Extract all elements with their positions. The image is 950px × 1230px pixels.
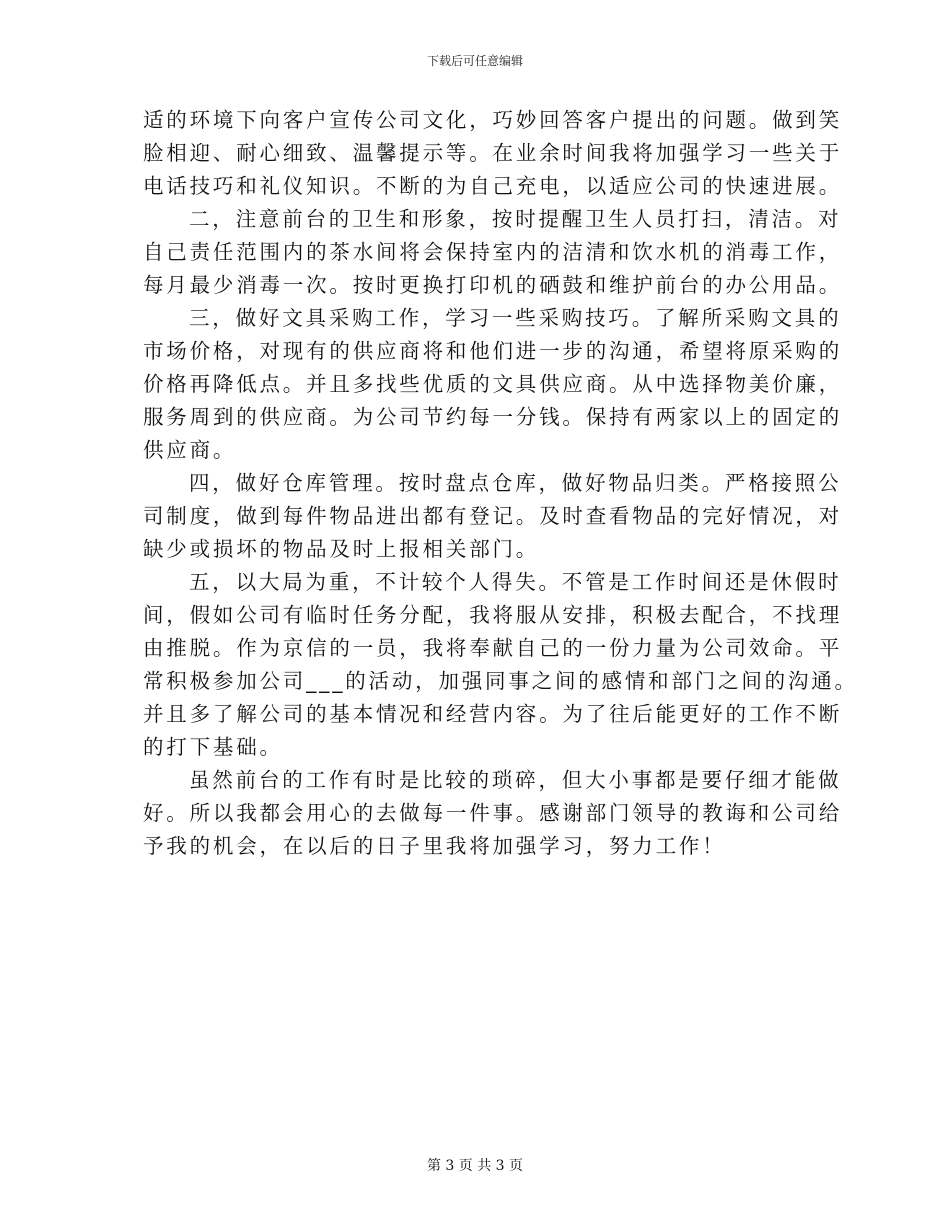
text-line: 五，以大局为重，不计较个人得失。不管是工作时间还是休假时 — [189, 570, 842, 594]
paragraph-item-five — [143, 566, 858, 764]
paragraph-conclusion — [143, 764, 842, 863]
text-line: 的打下基础。 — [143, 735, 283, 759]
page-number-footer: 第 3 页 共 3 页 — [426, 1158, 524, 1174]
text-line: 每月最少消毒一次。按时更换打印机的硒鼓和维护前台的办公用品。 — [143, 273, 842, 297]
text-line: 四，做好仓库管理。按时盘点仓库，做好物品归类。严格接照公 — [189, 471, 842, 495]
text-line: 予我的机会，在以后的日子里我将加强学习，努力工作！ — [143, 834, 726, 858]
text-line: 供应商。 — [143, 438, 237, 462]
text-line: 并且多了解公司的基本情况和经营内容。为了往后能更好的工作不断 — [143, 702, 842, 726]
document-body — [143, 104, 858, 863]
text-line: 适的环境下向客户宣传公司文化，巧妙回答客户提出的问题。做到笑 — [143, 108, 842, 132]
text-line: 价格再降低点。并且多找些优质的文具供应商。从中选择物美价廉， — [143, 372, 842, 396]
text-line: 常积极参加公司___的活动，加强同事之间的感情和部门之间的沟通。 — [143, 669, 858, 693]
text-line: 由推脱。作为京信的一员，我将奉献自己的一份力量为公司效命。平 — [143, 636, 842, 660]
text-line: 三，做好文具采购工作，学习一些采购技巧。了解所采购文具的 — [189, 306, 842, 330]
text-line: 自己责任范围内的茶水间将会保持室内的洁清和饮水机的消毒工作， — [143, 240, 842, 264]
text-line: 服务周到的供应商。为公司节约每一分钱。保持有两家以上的固定的 — [143, 405, 842, 429]
text-line: 电话技巧和礼仪知识。不断的为自己充电，以适应公司的快速进展。 — [143, 174, 842, 198]
text-line: 脸相迎、耐心细致、温馨提示等。在业余时间我将加强学习一些关于 — [143, 141, 842, 165]
text-line: 二，注意前台的卫生和形象，按时提醒卫生人员打扫，清洁。对 — [189, 207, 842, 231]
paragraph-item-three — [143, 302, 842, 467]
text-line: 虽然前台的工作有时是比较的琐碎，但大小事都是要仔细才能做 — [189, 768, 842, 792]
text-line: 好。所以我都会用心的去做每一件事。感谢部门领导的教诲和公司给 — [143, 801, 842, 825]
text-line: 司制度，做到每件物品进出都有登记。及时查看物品的完好情况，对 — [143, 504, 842, 528]
text-line: 缺少或损坏的物品及时上报相关部门。 — [143, 537, 540, 561]
text-line: 间，假如公司有临时任务分配，我将服从安排，积极去配合，不找理 — [143, 603, 842, 627]
page-header: 下载后可任意编辑 — [426, 54, 523, 68]
paragraph-item-two — [143, 203, 842, 302]
text-line: 市场价格，对现有的供应商将和他们进一步的沟通，希望将原采购的 — [143, 339, 842, 363]
paragraph-item-four — [143, 467, 842, 566]
paragraph-continuation — [143, 104, 842, 203]
